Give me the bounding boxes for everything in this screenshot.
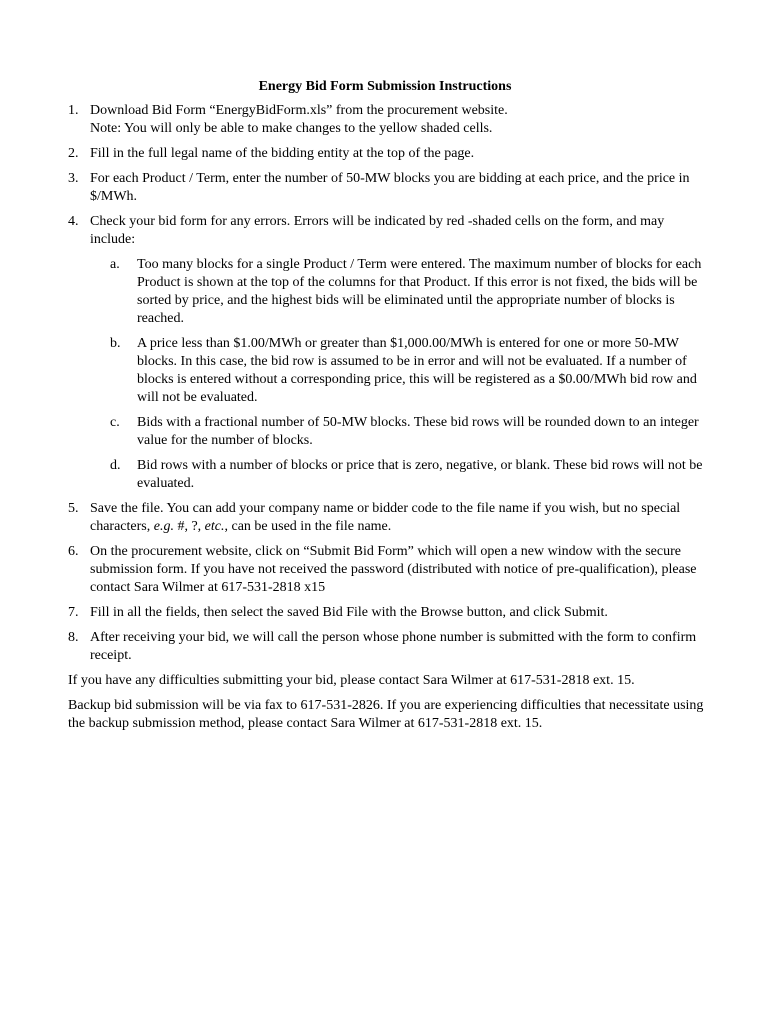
instruction-item-2 xyxy=(68,145,708,163)
closing-paragraph-contact: If you have any difficulties submitting your bid, please contact Sara Wilmer at 617-531-2818 ext. 15. xyxy=(68,673,635,688)
item-text-italic: e.g. xyxy=(153,519,174,534)
item-text: For each Product / Term, enter the number of 50-MW blocks you are bidding at each price, and the price in $/MWh. xyxy=(90,171,690,204)
sub-item-letter: b. xyxy=(110,336,121,351)
item-number: 2. xyxy=(68,146,79,161)
item-number: 4. xyxy=(68,214,79,229)
sub-item-letter: a. xyxy=(110,257,120,272)
document-title: Energy Bid Form Submission Instructions xyxy=(258,79,512,94)
item-number: 6. xyxy=(68,544,79,559)
sub-item-letter: c. xyxy=(110,415,120,430)
sub-item-text: Too many blocks for a single Product / Term were entered. The maximum number of blocks for each Product is shown at the top of the columns for that Product. If this error is not fixed, the bids will be sorted by price, and the highest bids will be eliminated until the appropriate number of blocks is reached. xyxy=(137,257,702,326)
instruction-item-7 xyxy=(68,604,708,622)
item-text-part: , can be used in the file name. xyxy=(224,519,392,534)
instruction-item-1 xyxy=(68,102,708,138)
sub-item-letter: d. xyxy=(110,458,121,473)
item-text-part: #, ?, xyxy=(173,519,205,534)
instruction-item-8 xyxy=(68,629,708,665)
item-number: 3. xyxy=(68,171,79,186)
item-text-line: Download Bid Form “EnergyBidForm.xls” from the procurement website. xyxy=(90,103,508,118)
sub-item-d xyxy=(110,457,708,493)
sub-item-text: Bids with a fractional number of 50-MW blocks. These bid rows will be rounded down to an integer value for the number of blocks. xyxy=(137,415,699,448)
sub-item-text: A price less than $1.00/MWh or greater than $1,000.00/MWh is entered for one or more 50-MW blocks. In this case, the bid row is assumed to be in error and will not be evaluated. If a number of blocks is entered without a corresponding price, this will be registered as a $0.00/MWh bid row and will not be evaluated. xyxy=(137,336,697,405)
instructions-body xyxy=(68,102,708,740)
error-sub-list xyxy=(110,256,708,493)
item-text: Fill in all the fields, then select the saved Bid File with the Browse button, and click Submit. xyxy=(90,605,608,620)
sub-item-c xyxy=(110,414,708,450)
item-text-part: Save the file. You can add your company name or bidder code to the file name if you wish, but no special characters, xyxy=(90,501,681,534)
sub-item-a xyxy=(110,256,708,328)
closing-paragraph-backup: Backup bid submission will be via fax to 617-531-2826. If you are experiencing difficulties that necessitate using the backup submission method, please contact Sara Wilmer at 617-531-2818 ext. 15. xyxy=(68,698,704,731)
item-text-line: Note: You will only be able to make changes to the yellow shaded cells. xyxy=(90,121,493,136)
item-text: After receiving your bid, we will call the person whose phone number is submitted with the form to confirm receipt. xyxy=(90,630,697,663)
instruction-item-3 xyxy=(68,170,708,206)
item-text xyxy=(90,500,708,536)
sub-item-b xyxy=(110,335,708,407)
item-text: On the procurement website, click on “Submit Bid Form” which will open a new window with the secure submission form. If you have not received the password (distributed with notice of pre-qualification), please contact Sara Wilmer at 617-531-2818 x15 xyxy=(90,544,697,595)
instruction-item-4 xyxy=(68,213,708,493)
instruction-item-5 xyxy=(68,500,708,536)
item-number: 5. xyxy=(68,501,79,516)
instruction-item-6 xyxy=(68,543,708,597)
sub-item-text: Bid rows with a number of blocks or price that is zero, negative, or blank. These bid rows will not be evaluated. xyxy=(137,458,703,491)
item-text: Fill in the full legal name of the bidding entity at the top of the page. xyxy=(90,146,475,161)
item-number: 8. xyxy=(68,630,79,645)
item-text: Check your bid form for any errors. Errors will be indicated by red -shaded cells on the form, and may include: xyxy=(90,214,665,247)
item-number: 1. xyxy=(68,103,79,118)
item-text-italic: etc. xyxy=(204,519,225,534)
item-number: 7. xyxy=(68,605,79,620)
